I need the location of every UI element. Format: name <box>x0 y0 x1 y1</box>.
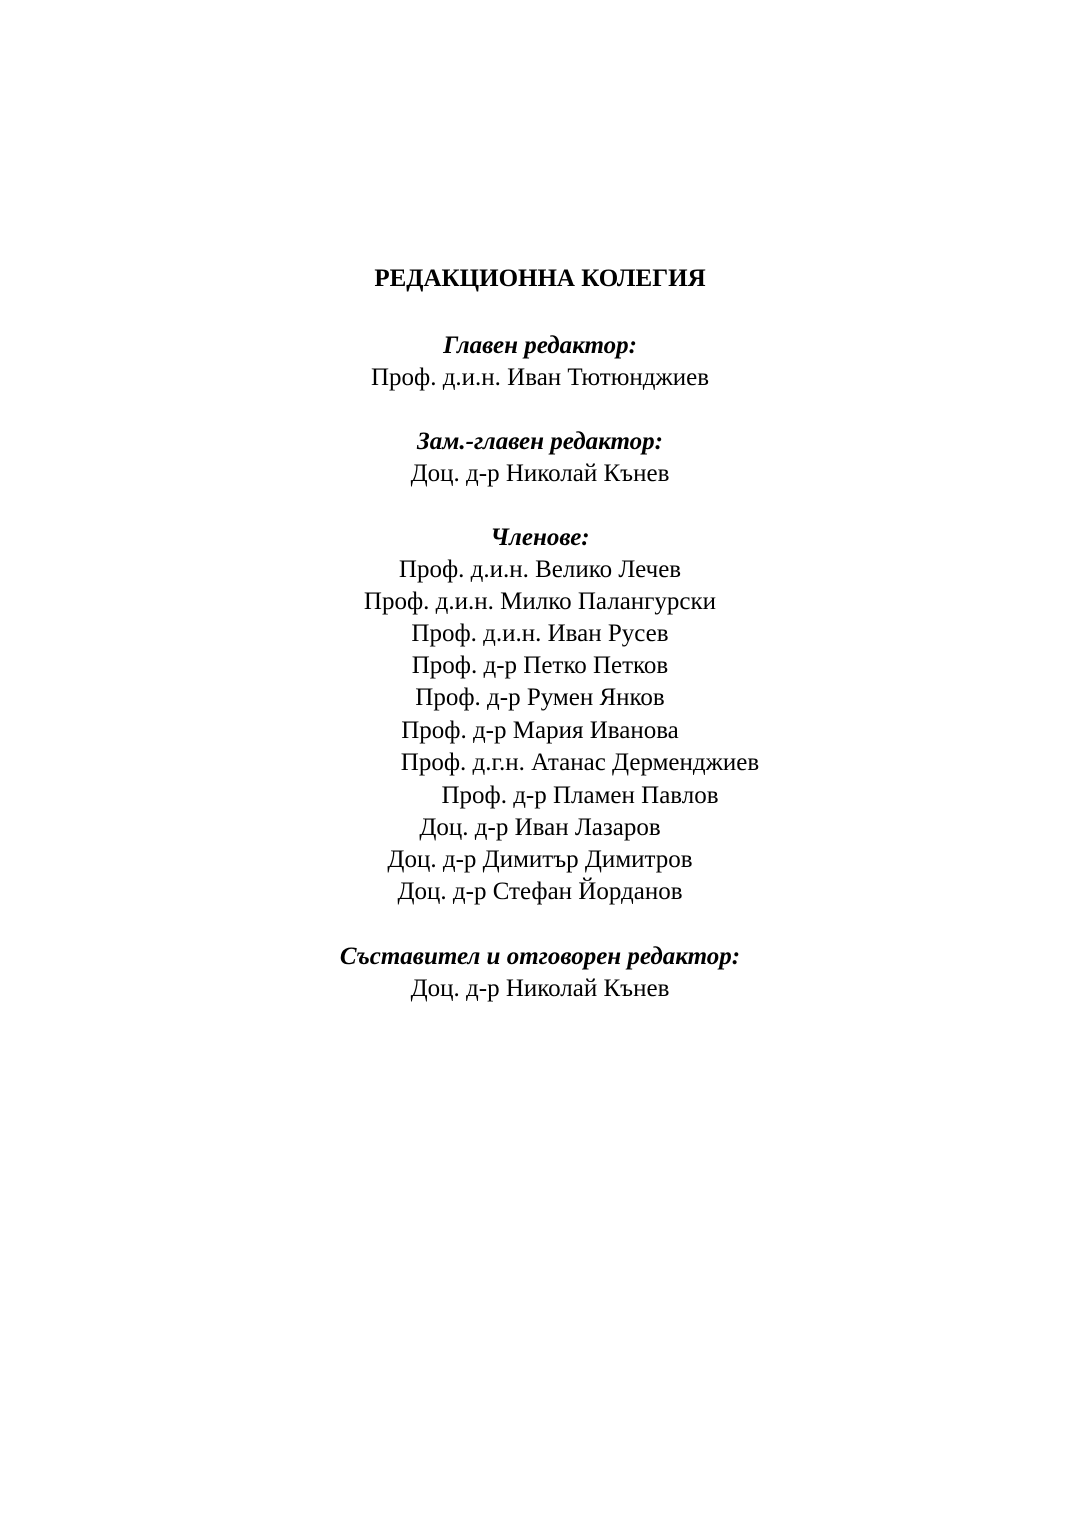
member-name: Доц. д-р Димитър Димитров <box>387 846 693 873</box>
member-name: Проф. д-р Петко Петков <box>411 652 669 679</box>
member-name: Проф. д-р Румен Янков <box>415 684 665 711</box>
member-name: Доц. д-р Стефан Йорданов <box>397 878 683 905</box>
member-name: Доц. д-р Иван Лазаров <box>419 814 661 841</box>
member-name: Проф. д.г.н. Атанас Дерменджиев <box>400 749 760 776</box>
member-name: Проф. д-р Пламен Павлов <box>441 782 719 809</box>
chief-editor-role: Главен редактор: <box>443 332 637 359</box>
deputy-editor-role: Зам.-главен редактор: <box>417 428 663 455</box>
chief-editor-name: Проф. д.и.н. Иван Тютюнджиев <box>370 364 710 391</box>
member-name: Проф. д.и.н. Милко Палангурски <box>363 588 717 615</box>
member-name: Проф. д-р Мария Иванова <box>401 717 679 744</box>
members-role: Членове: <box>490 524 590 551</box>
member-name: Проф. д.и.н. Иван Русев <box>411 620 669 647</box>
compiler-role: Съставител и отговорен редактор: <box>339 943 741 970</box>
member-name: Проф. д.и.н. Велико Лечев <box>398 556 682 583</box>
compiler-name: Доц. д-р Николай Кънев <box>410 975 670 1002</box>
deputy-editor-name: Доц. д-р Николай Кънев <box>410 460 670 487</box>
page-title: РЕДАКЦИОННА КОЛЕГИЯ <box>374 265 706 292</box>
